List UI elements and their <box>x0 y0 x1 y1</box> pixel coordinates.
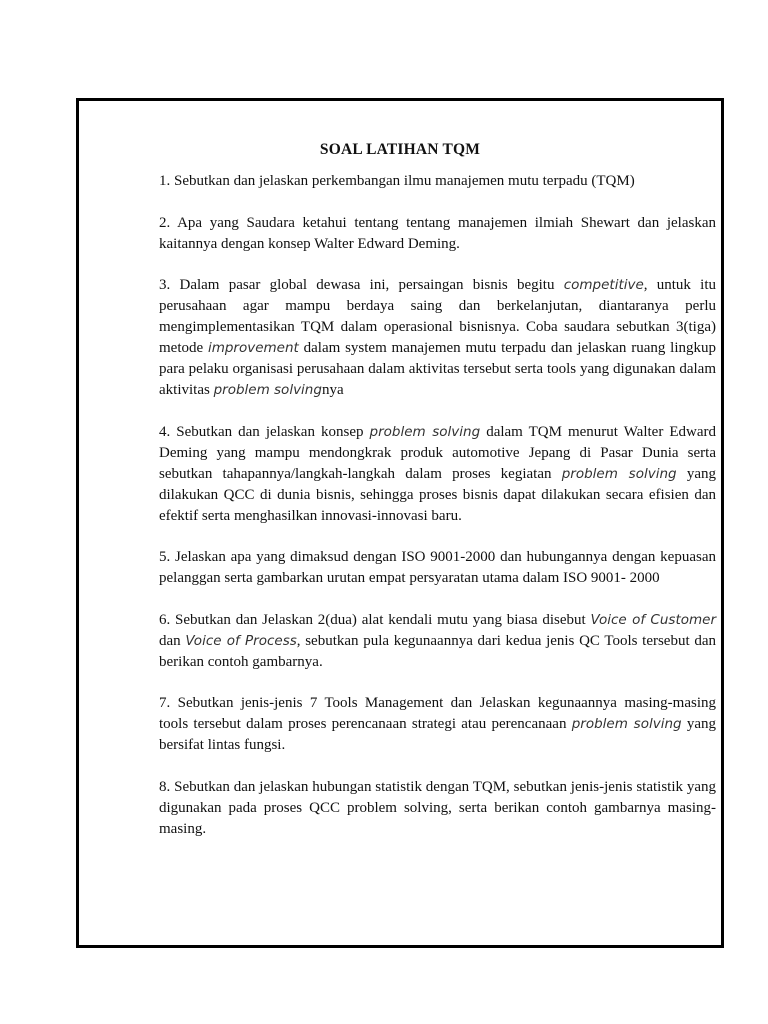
italic-term: competitive <box>563 277 644 293</box>
question-2 <box>159 213 716 255</box>
question-1 <box>159 171 716 192</box>
question-text: 3. Dalam pasar global dewasa ini, persaingan bisnis begitu <box>159 277 564 293</box>
question-text: dalam TQM menurut Walter Edward Deming yang mampu mendongkrak produk automotive Jepang di Pasar Dunia serta sebutkan tahapannya/langkah-langkah dalam proses kegiatan <box>159 423 716 482</box>
question-text: dalam system manajemen mutu terpadu dan jelaskan ruang lingkup para pelaku organisasi perusahaan dalam aktivitas tersebut serta tools yang digunakan dalam aktivitas <box>159 340 717 398</box>
question-text: 2. Apa yang Saudara ketahui tentang tentang manajemen ilmiah Shewart dan jelaskan kaitannya dengan konsep Walter Edward Deming. <box>159 214 716 252</box>
italic-term: Voice of Process <box>185 632 297 649</box>
question-6 <box>159 610 716 673</box>
question-text: , sebutkan pula kegunaannya dari kedua jenis QC Tools tersebut dan berikan contoh gambarnya. <box>159 632 716 670</box>
question-text: 8. Sebutkan dan jelaskan hubungan statistik dengan TQM, sebutkan jenis-jenis statistik yang digunakan pada proses QCC problem solving, serta berikan contoh gambarnya masing-masing. <box>159 778 716 837</box>
question-text: 7. Sebutkan jenis-jenis 7 Tools Management dan Jelaskan kegunaannya masing-masing tools tersebut dalam proses perencanaan strategi atau perencanaan <box>159 695 716 732</box>
document-frame <box>76 98 724 948</box>
italic-term: improvement <box>207 340 299 356</box>
question-5 <box>159 547 716 589</box>
question-7 <box>159 693 716 756</box>
italic-term: problem solving <box>561 465 677 482</box>
italic-term: Voice of Customer <box>590 611 716 628</box>
question-list <box>159 171 716 860</box>
question-text: , untuk itu perusahaan agar mampu berdaya saing dan berkelanjutan, diantaranya perlu mengimplementasikan TQM dalam operasional bisnisnya. Coba saudara sebutkan 3(tiga) metode <box>159 277 716 356</box>
question-text: dan <box>159 632 186 649</box>
question-4 <box>159 422 716 527</box>
question-8 <box>159 777 716 840</box>
question-text: 5. Jelaskan apa yang dimaksud dengan ISO 9001-2000 dan hubungannya dengan kepuasan pelanggan serta gambarkan urutan empat persyaratan utama dalam ISO 9001- 2000 <box>159 549 716 586</box>
question-text: 1. Sebutkan dan jelaskan perkembangan ilmu manajemen mutu terpadu (TQM) <box>159 173 635 189</box>
italic-term: problem solving <box>571 716 682 732</box>
question-3 <box>159 275 716 401</box>
question-text: 4. Sebutkan dan jelaskan konsep <box>159 423 370 440</box>
italic-term: problem solving <box>369 423 481 440</box>
italic-term: problem solving <box>213 382 322 398</box>
question-text: 6. Sebutkan dan Jelaskan 2(dua) alat kendali mutu yang biasa disebut <box>159 611 591 628</box>
question-text: yang bersifat lintas fungsi. <box>159 716 716 753</box>
question-text: nya <box>321 382 344 398</box>
document-title: SOAL LATIHAN TQM <box>319 141 481 158</box>
question-text: yang dilakukan QCC di dunia bisnis, sehingga proses bisnis dapat dilakukan secara efisien dan efektif serta menghasilkan innovasi-innovasi baru. <box>159 465 716 524</box>
